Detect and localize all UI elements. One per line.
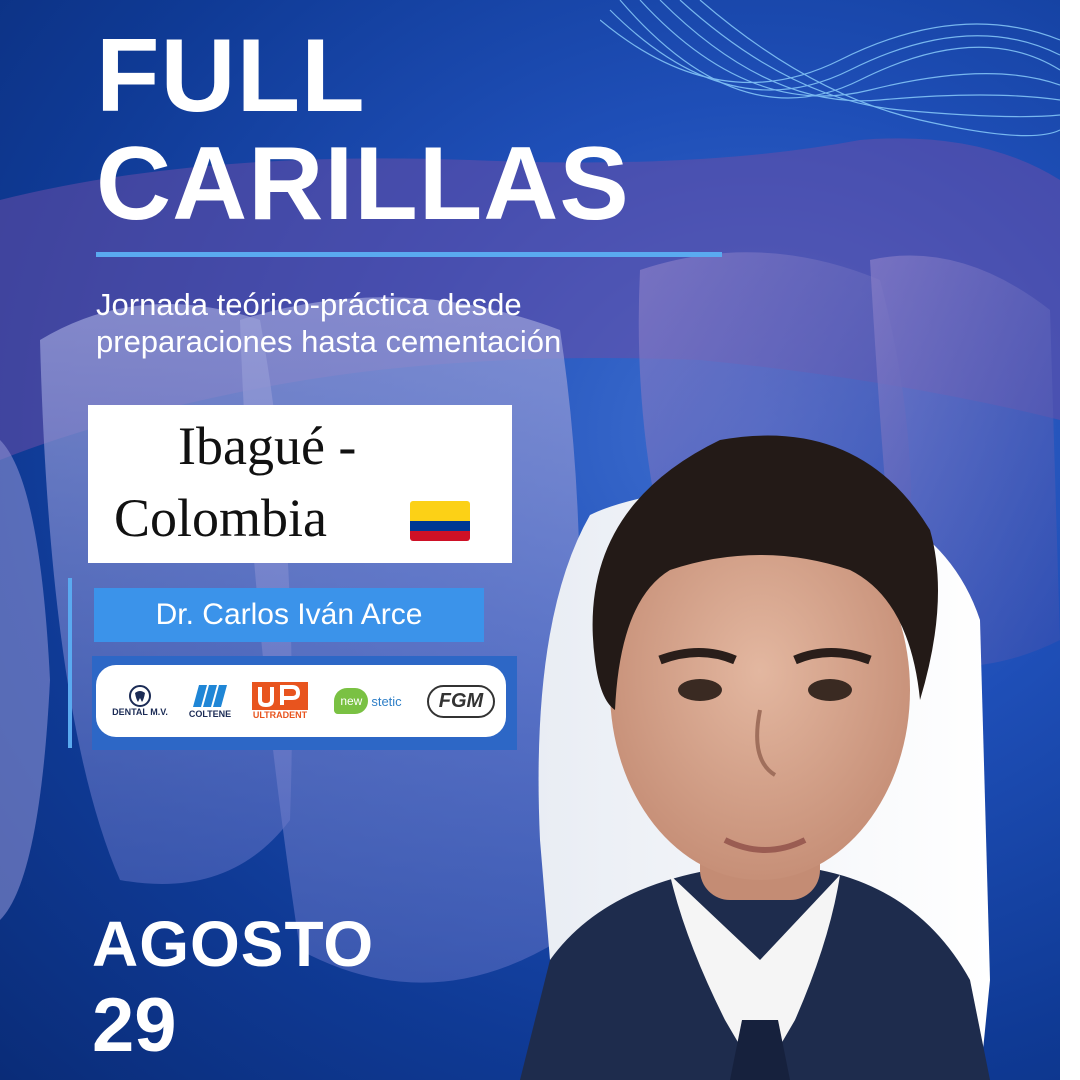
location-city: Ibagué - [178,416,357,476]
title-line-1: FULL [96,18,366,134]
sponsor-coltene [182,665,238,737]
accent-bar [68,578,72,748]
doctor-name: Dr. Carlos Iván Arce [94,588,484,642]
newstetic-stetic-text: stetic [371,693,402,709]
sponsor-ultradent [244,665,316,737]
subtitle [96,286,796,360]
sponsor-logos [96,665,506,737]
sponsor-strip [92,656,517,750]
location-country: Colombia [114,488,327,548]
title-divider [96,252,722,257]
subtitle-line-1: Jornada teórico-práctica desde [96,287,522,322]
sponsor-newstetic [322,665,414,737]
event-month: AGOSTO [92,908,375,980]
newstetic-new-text: new [334,688,368,714]
coltene-text: COLTENE [188,709,232,719]
fgm-text: FGM [427,685,495,718]
ultradent-logo-icon [252,682,308,710]
colombia-flag-icon [410,501,470,541]
subtitle-line-2: preparaciones hasta cementación [96,324,562,360]
tooth-logo-icon [129,685,151,707]
ultradent-text: ULTRADENT [252,710,308,720]
wave-graphic [600,0,1060,150]
sponsor-dental-mv [104,665,176,737]
speaker-portrait [520,420,990,1080]
dental-mv-text: DENTAL M.V. [112,707,168,717]
title-line-2: CARILLAS [96,126,630,242]
coltene-logo-icon [193,683,227,709]
location-box [88,405,512,563]
right-edge-strip [1060,0,1080,1080]
sponsor-fgm [418,665,504,737]
event-day: 29 [92,983,177,1068]
